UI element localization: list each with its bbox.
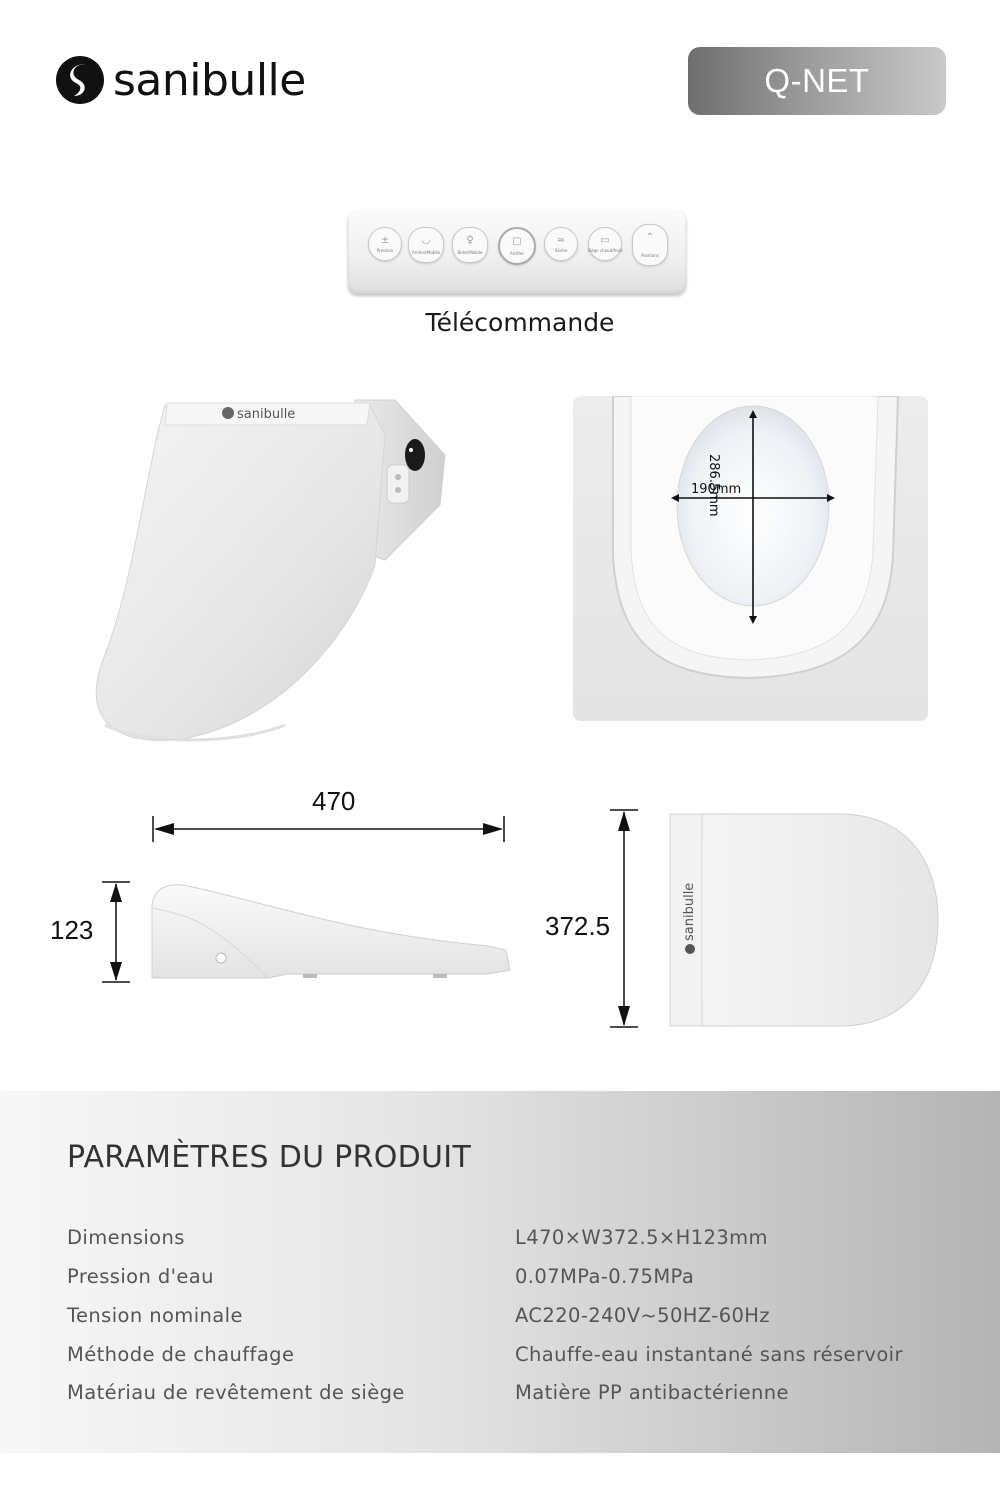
bowl-width-label: 190mm: [691, 482, 742, 497]
brand-logo: [55, 52, 345, 108]
remote-button-stop: ▢ Arrêter: [498, 227, 536, 265]
plus-minus-icon: ±: [380, 235, 390, 246]
height-dimension-arrow: [100, 878, 134, 986]
spec-value: L470×W372.5×H123mm: [515, 1226, 768, 1249]
sanibulle-logo-icon: [55, 55, 105, 105]
dry-icon: ≈: [556, 235, 566, 246]
top-view-drawing: [664, 808, 944, 1033]
spec-row: [67, 1226, 967, 1256]
side-view-drawing: [148, 878, 513, 988]
width-dimension-arrow: [608, 806, 642, 1032]
spec-label: Tension nominale: [67, 1304, 243, 1327]
brand-name: sanibulle: [113, 54, 306, 106]
spec-row: [67, 1265, 967, 1295]
spec-value: 0.07MPa-0.75MPa: [515, 1265, 695, 1288]
remote-button-rear: ◡ Arrière/Mobile: [408, 227, 444, 263]
remote-caption: Télécommande: [425, 308, 615, 337]
side-length-label: 470: [312, 786, 356, 816]
bowl-photo: [573, 396, 928, 721]
remote-button-seat-heat: ▭ Siège chaud/froid: [588, 227, 622, 261]
remote-button-bidet: ♀ Bidet/Mobile: [452, 227, 488, 263]
spec-value: Matière PP antibactérienne: [515, 1381, 789, 1404]
seat-brand-label: sanibulle: [237, 407, 296, 422]
bowl-length-label: 286.5mm: [706, 454, 721, 517]
stop-icon: ▢: [512, 236, 522, 247]
spec-title: PARAMÈTRES DU PRODUIT: [67, 1140, 472, 1175]
remote-control-image: [348, 210, 686, 294]
top-view-logo: [682, 883, 697, 954]
bidet-icon: ♀: [466, 235, 474, 246]
spec-label: Méthode de chauffage: [67, 1343, 295, 1366]
side-knob: [405, 439, 425, 471]
spec-label: Dimensions: [67, 1226, 185, 1249]
remote-button-pressure: ± Pression: [368, 227, 402, 261]
length-dimension-arrow: [148, 812, 510, 846]
remote-button-dry: ≈ Sèche: [544, 227, 578, 261]
top-width-label: 372.5: [545, 911, 611, 941]
spec-label: Pression d'eau: [67, 1265, 214, 1288]
seat-heat-icon: ▭: [600, 235, 610, 246]
top-brand-label: sanibulle: [682, 882, 697, 941]
spec-row: [67, 1343, 967, 1373]
spec-row: [67, 1381, 967, 1411]
rear-wash-icon: ◡: [421, 235, 431, 246]
side-control-panel: [387, 465, 409, 503]
spec-value: Chauffe-eau instantané sans réservoir: [515, 1343, 903, 1366]
remote-button-positions: ⌃ Positions: [632, 224, 668, 266]
spec-value: AC220-240V~50HZ-60Hz: [515, 1304, 771, 1327]
seat-product-photo: [85, 395, 465, 755]
arrow-updown-icon: ⌃: [645, 232, 655, 243]
seat-logo-icon: [222, 407, 234, 419]
model-badge: Q-NET: [688, 47, 946, 115]
side-height-label: 123: [50, 915, 94, 945]
spec-label: Matériau de revêtement de siège: [67, 1381, 405, 1404]
spec-row: [67, 1304, 967, 1334]
top-logo-icon: [685, 944, 695, 954]
